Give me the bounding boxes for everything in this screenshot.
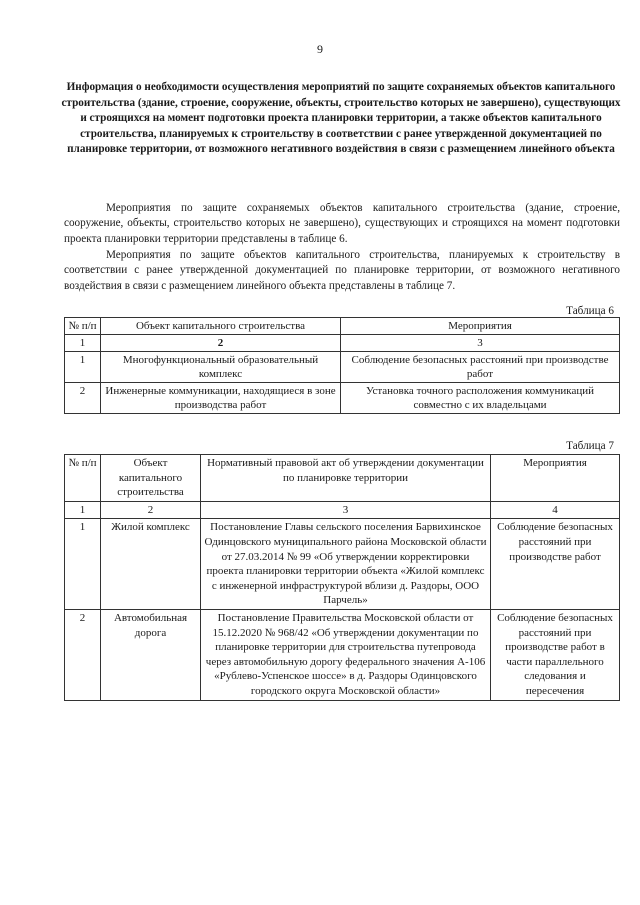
page-number: 9 <box>317 42 323 56</box>
row-object: Автомобильная дорога <box>101 609 201 700</box>
row-legal-act: Постановление Главы сельского поселения Барвихинское Одинцовского муниципального района Московской области от 27.03.2014 № 99 «Об утверждении корректировки проекта планировки территории объекта «Жилой комплекс с инженерной инфраструктурой вблизи д. Раздоры, ООО Парчель» <box>201 519 491 610</box>
table-header-row <box>65 455 620 502</box>
numbering-cell: 4 <box>491 501 620 519</box>
header-cell-object: Объект капитального строительства <box>101 318 341 335</box>
numbering-cell: 3 <box>201 501 491 519</box>
table-header-row <box>65 318 620 335</box>
table-row <box>65 519 620 610</box>
table6-caption: Таблица 6 <box>566 305 614 317</box>
header-cell-object: Объект капитального строительства <box>101 455 201 502</box>
paragraph-table6-intro: Мероприятия по защите сохраняемых объектов капитального строительства (здание, строение, сооружение, объекты, строительство которых не завершено), существующих и строящихся на момент подготовки проекта планировки территории представлены в таблице 6. <box>64 202 620 245</box>
document-title: Информация о необходимости осуществления мероприятий по защите сохраняемых объектов капитального строительства (здание, строение, сооружение, объекты, строительство которых не завершено), существующих и строящихся на момент подготовки проекта планировки территории, а также объектов капитального строительства, планируемых к строительству в соответствии с ранее утвержденной документацией по планировке территории, от возможного негативного воздействия в связи с размещением линейного объекта <box>61 81 621 156</box>
paragraph-table7-intro: Мероприятия по защите объектов капитального строительства, планируемых к строительству в соответствии с ранее утвержденной документацией по планировке территории, от возможного негативного воздействия в связи с размещением линейного объекта представлены в таблице 7. <box>64 249 620 292</box>
table7-caption: Таблица 7 <box>566 440 614 452</box>
table-7 <box>64 454 620 701</box>
table-row <box>65 352 620 383</box>
numbering-cell: 1 <box>65 501 101 519</box>
row-measures: Соблюдение безопасных расстояний при производстве работ в части параллельного следования и пересечения <box>491 609 620 700</box>
table-row <box>65 383 620 414</box>
row-number: 2 <box>65 609 101 700</box>
header-cell-measures: Мероприятия <box>491 455 620 502</box>
row-object: Многофункциональный образовательный комплекс <box>101 352 341 383</box>
table-numbering-row <box>65 501 620 519</box>
numbering-cell: 3 <box>341 335 620 352</box>
header-cell-measures: Мероприятия <box>341 318 620 335</box>
row-object: Жилой комплекс <box>101 519 201 610</box>
row-measures: Соблюдение безопасных расстояний при производстве работ <box>491 519 620 610</box>
row-measures: Установка точного расположения коммуникаций совместно с их владельцами <box>341 383 620 414</box>
header-cell-number: № п/п <box>65 455 101 502</box>
header-cell-legal-act: Нормативный правовой акт об утверждении документации по планировке территории <box>201 455 491 502</box>
row-measures: Соблюдение безопасных расстояний при производстве работ <box>341 352 620 383</box>
numbering-cell: 1 <box>65 335 101 352</box>
table-numbering-row <box>65 335 620 352</box>
header-cell-number: № п/п <box>65 318 101 335</box>
table-row <box>65 609 620 700</box>
row-number: 1 <box>65 352 101 383</box>
table-6 <box>64 317 620 414</box>
numbering-cell: 2 <box>101 335 341 352</box>
row-number: 2 <box>65 383 101 414</box>
row-number: 1 <box>65 519 101 610</box>
row-object: Инженерные коммуникации, находящиеся в зоне производства работ <box>101 383 341 414</box>
numbering-cell: 2 <box>101 501 201 519</box>
row-legal-act: Постановление Правительства Московской области от 15.12.2020 № 968/42 «Об утверждении документации по планировке территории для строительства путепровода через автомобильную дорогу федерального значения А-106 «Рублево-Успенское шоссе» в д. Раздоры Одинцовского городского округа Московской области» <box>201 609 491 700</box>
